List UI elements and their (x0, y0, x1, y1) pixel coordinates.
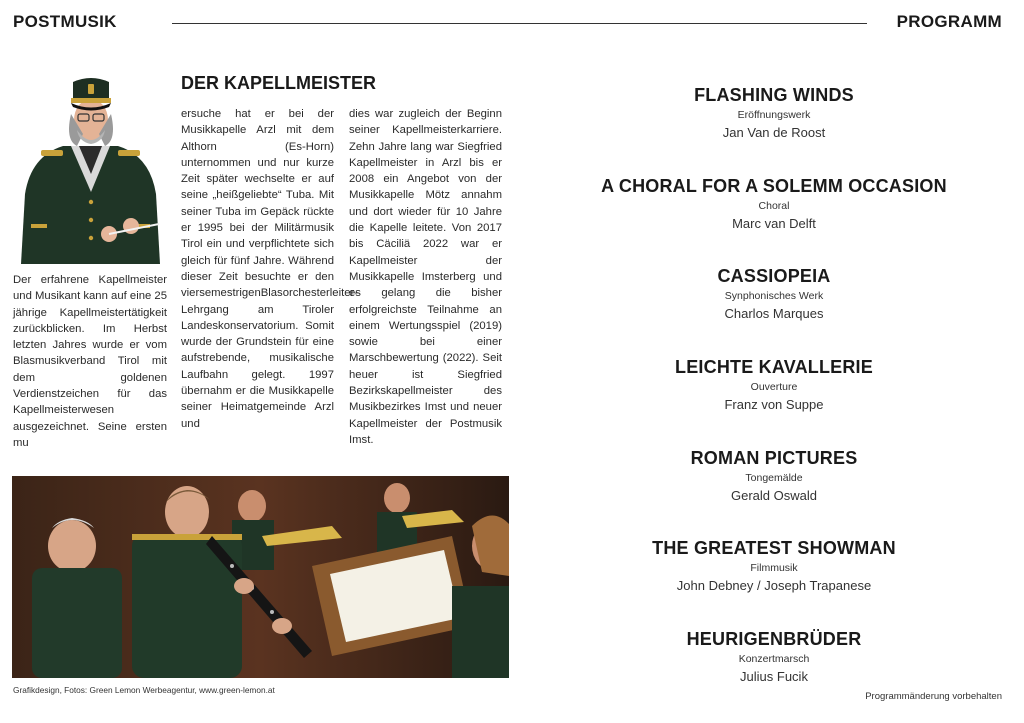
article-column-3: dies war zugleich der Beginn seiner Kapellmeisterkarriere. Zehn Jahre lang war Siegfried Kapellmeister in Arzl bis er 2008 ein Angebot von der Musikkapelle Mötz annahm und dort wieder für 10 Jahre die Kapelle leitete. Von 2017 bis Cäciliä 2022 war er Kapellmeister der Musikkapelle Imsterberg und es gelang die bisher erfolgreichste Teilnahme an einem Wertungsspiel (2019) sowie bei einer Marschbewertung (2022). Seit heuer ist Siegfried Bezirkskapellmeister des Musikbezirkes Imst und neuer Kapellmeister der Postmusik Imst. (349, 108, 502, 446)
photo-credit: Grafikdesign, Fotos: Green Lemon Werbeagentur, www.green-lemon.at (13, 685, 275, 695)
program-composer: Franz von Suppe (724, 397, 824, 413)
program-item (548, 447, 1000, 538)
program-item (548, 537, 1000, 628)
program-composer: Gerald Oswald (731, 487, 817, 503)
program-composer: Jan Van de Roost (722, 125, 826, 140)
header-divider (172, 23, 867, 24)
program-composer: Charlos Marques (724, 306, 824, 322)
article-column-2: ersuche hat er bei der Musikkapelle Arzl mit dem Althorn (Es-Horn) unternommen und nur kurze Zeit später wechselte er auf seine „heißgeliebte“ Tuba. Mit seiner Tuba im Gepäck rückte er 1995 bei der Militärmusik Tirol ein und verpflichtete sich gleich für fünf Jahre. Während dieser Zeit besuchte er den viersemestrigenBlasorchesterleiter-Lehrgang am Tiroler Landeskonservatorium. Somit wurde der Grundstein für eine aufstrebende, musikalische Laufbahn gelegt. 1997 übernahm er die Musikkapelle seiner Heimatgemeinde Arzl und (181, 108, 359, 430)
program-genre: Choral (758, 199, 790, 212)
program-list (548, 84, 1000, 719)
header-programm: PROGRAMM (896, 12, 1002, 31)
program-title: A CHORAL FOR A SOLEMM OCCASION (601, 175, 947, 196)
article-title: DER KAPELLMEISTER (181, 73, 377, 93)
program-title: CASSIOPEIA (717, 266, 831, 287)
program-composer: Julius Fucik (740, 669, 808, 685)
program-title: LEICHTE KAVALLERIE (675, 357, 873, 378)
program-composer: John Debney / Joseph Trapanese (676, 578, 872, 594)
program-title: HEURIGENBRÜDER (686, 629, 862, 650)
program-title: FLASHING WINDS (694, 85, 854, 105)
program-change-note: Programmänderung vorbehalten (865, 691, 1002, 702)
conductor-portrait-photo (13, 74, 168, 264)
program-composer: Marc van Delft (732, 215, 816, 231)
program-item (548, 628, 1000, 719)
program-genre: Eröffnungswerk (737, 109, 811, 121)
program-genre: Synphonisches Werk (724, 290, 824, 303)
program-genre: Filmmusik (750, 562, 798, 575)
program-title: ROMAN PICTURES (690, 447, 858, 468)
band-performance-photo (12, 476, 509, 678)
header-postmusik: POSTMUSIK (13, 12, 117, 31)
program-genre: Ouverture (750, 381, 798, 394)
program-item (548, 84, 1000, 175)
program-genre: Tongemälde (745, 471, 803, 484)
program-item (548, 265, 1000, 356)
program-item (548, 175, 1000, 266)
program-genre: Konzertmarsch (738, 653, 810, 666)
program-item (548, 356, 1000, 447)
article-column-1: Der erfahrene Kapellmeister und Musikant kann auf eine 25 jährige Kapellmeistertätigkeit zurückblicken. Im Herbst letzten Jahres wurde er vom Blasmusikverband Tirol mit dem goldenen Verdienstzeichen für das Kapellmeisterwesen ausgezeichnet. Seine ersten mu (13, 274, 167, 449)
program-title: THE GREATEST SHOWMAN (652, 538, 896, 559)
